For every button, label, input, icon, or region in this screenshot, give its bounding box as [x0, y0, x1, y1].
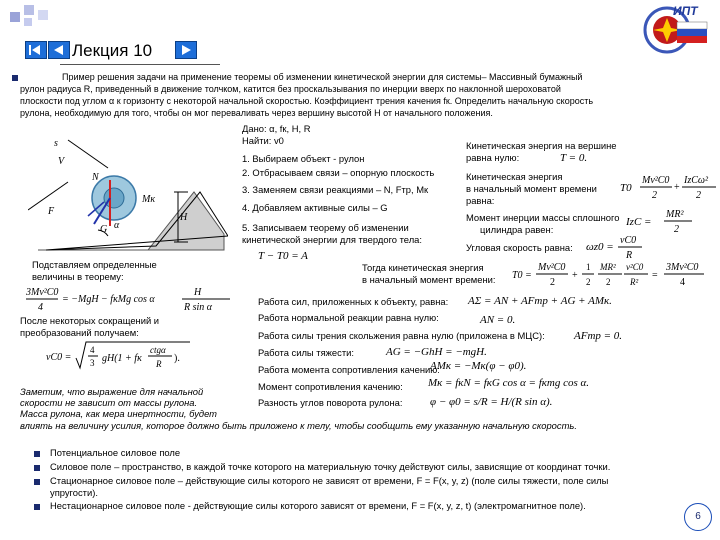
page-number-badge: 6 — [684, 503, 712, 531]
svg-text:).: ). — [174, 353, 180, 364]
ke-top-label-a: Кинетическая энергия на вершине — [466, 140, 617, 151]
svg-text:3Mv²C0: 3Mv²C0 — [26, 287, 59, 298]
ke-top-formula: T = 0. — [560, 152, 588, 164]
then-label-b: в начальный момент времени: — [362, 274, 496, 285]
def-bullet-1 — [34, 451, 40, 457]
svg-text:2: 2 — [550, 277, 555, 288]
substitute-label-a: Подставляем определенные — [32, 259, 157, 270]
step-1: 1. Выбираем объект - рулон — [242, 153, 365, 164]
step-5b: кинетической энергии для твердого тела: — [242, 234, 422, 245]
svg-text:Mv²C0: Mv²C0 — [642, 175, 670, 186]
svg-text:R: R — [156, 359, 162, 369]
ke-initial-formula — [512, 258, 716, 290]
given-data: Дано: α, fк, H, R — [242, 123, 311, 134]
ke-start-formula-lhs: T0 — [620, 182, 632, 194]
work-normal-label: Работа нормальной реакции равна нулю: — [258, 312, 439, 323]
note-line-3: Масса рулона, как мера инертности, будет — [20, 408, 217, 419]
previous-slide-button[interactable] — [48, 41, 70, 59]
work-sum-formula: AΣ = AN + AFтр + AG + AMк. — [468, 295, 612, 307]
header-squares — [0, 0, 120, 30]
svg-text:2: 2 — [674, 224, 679, 235]
svg-text:2: 2 — [586, 277, 591, 287]
svg-text:v²C0: v²C0 — [626, 262, 644, 272]
svg-text:H: H — [194, 287, 202, 298]
diagram-label-s: s — [54, 138, 58, 149]
svg-text:4: 4 — [680, 277, 685, 288]
def-line-4: упругости). — [50, 487, 98, 498]
intro-bullet — [12, 75, 18, 81]
logo-text: ИПТ — [673, 4, 698, 18]
theorem-formula: T − T0 = A — [258, 250, 308, 262]
def-line-3: Стационарное силовое поле – действующие силы которого не зависят от времени, F = F(x, y, z) (поле силы тяжести, поле силы — [50, 475, 609, 486]
svg-text:Mv²C0: Mv²C0 — [538, 262, 566, 273]
ke-start-label-a: Кинетическая энергия — [466, 171, 563, 182]
svg-text:MR²: MR² — [666, 209, 684, 220]
step-2: 2. Отбрасываем связи – опорную плоскость — [242, 167, 435, 178]
after-label-b: преобразований получаем: — [20, 327, 139, 338]
diagram-label-v: V — [58, 156, 65, 167]
moment-label: Момент сопротивления качению: — [258, 381, 403, 392]
work-friction-formula: AFтр = 0. — [574, 330, 623, 342]
diagram-label-alpha: α — [114, 220, 120, 231]
intro-line-3: плоскости под углом α к горизонту с некоторой начальной скоростью. Коэффициент трения качения fк. Определить начальную скорость — [20, 96, 594, 106]
diagram-label-g: G — [100, 224, 108, 235]
svg-text:R: R — [626, 250, 633, 261]
def-line-1: Потенциальное силовое поле — [50, 447, 181, 458]
angle-diff-formula: φ − φ0 = s/R = H/(R sin α). — [430, 396, 553, 408]
svg-text:gH(1 + fк: gH(1 + fк — [102, 353, 142, 364]
work-normal-formula: AN = 0. — [480, 314, 516, 326]
diagram-label-n: N — [92, 172, 99, 183]
note-line-4: влиять на величину усилия, которое должно быть приложено к телу, чтобы сообщить ему указанную начальную скорость. — [20, 420, 577, 431]
svg-text:3: 3 — [90, 358, 95, 368]
diagram-label-h: H — [180, 212, 188, 223]
work-friction-label: Работа силы трения скольжения равна нулю (приложена в МЦС): — [258, 330, 545, 341]
moment-formula: Mк = fкN = fкG cos α = fкmg cos α. — [428, 377, 590, 389]
work-moment-formula: AMк = −Mк(φ − φ0). — [430, 360, 527, 372]
svg-text:2: 2 — [696, 190, 701, 201]
ke-top-label-b: равна нулю: — [466, 152, 520, 163]
intro-line-2: рулон радиуса R, приведенный в движение толчком, катится без проскальзывания по инерции вверх по наклонной шероховатой — [20, 84, 561, 94]
first-slide-icon — [26, 42, 46, 58]
work-forces-label: Работа сил, приложенных к объекту, равна: — [258, 296, 449, 307]
def-line-2: Силовое поле – пространство, в каждой точке которого на материальную точку действуют силы, зависящие от координат точки. — [50, 461, 611, 472]
omega-formula-lhs: ωz0 = — [586, 241, 614, 253]
institute-logo — [643, 4, 709, 58]
svg-text:IzCω²: IzCω² — [684, 175, 708, 186]
svg-text:T0 =: T0 = — [512, 270, 532, 281]
svg-text:vC0: vC0 — [620, 235, 637, 246]
intro-line-4: рулона, необходимую для того, чтобы он мог переваливать через вершину высотой H от начального положения. — [20, 108, 493, 118]
velocity-formula — [46, 340, 196, 374]
intro-line-1: Пример решения задачи на применение теоремы об изменении кинетической энергии для системы– Массивный бумажный — [62, 72, 583, 82]
header-rule — [60, 64, 220, 65]
def-bullet-2 — [34, 465, 40, 471]
step-5a: 5. Записываем теорему об изменении — [242, 222, 409, 233]
svg-text:vC0 =: vC0 = — [46, 352, 72, 363]
note-line-2: скорости не зависит от массы рулона. — [20, 397, 198, 408]
ke-start-label-b: в начальный момент времени — [466, 183, 597, 194]
page-title: Лекция 10 — [72, 41, 153, 60]
find-data: Найти: v0 — [242, 135, 284, 146]
step-3: 3. Заменяем связи реакциями – N, Fтр, Mк — [242, 184, 429, 195]
svg-text:ctgα: ctgα — [150, 345, 166, 355]
diagram-label-mk: Mк — [142, 194, 156, 205]
substitute-label-b: величины в теорему: — [32, 271, 124, 282]
rolling-roll-diagram — [28, 128, 228, 262]
work-gravity-label: Работа силы тяжести: — [258, 347, 354, 358]
step-4: 4. Добавляем активные силы – G — [242, 202, 388, 213]
then-label-a: Тогда кинетическая энергия — [362, 262, 484, 273]
svg-text:+: + — [572, 270, 578, 281]
angle-diff-label: Разность углов поворота рулона: — [258, 397, 403, 408]
svg-text:R sin α: R sin α — [184, 302, 213, 313]
svg-text:=: = — [652, 270, 658, 281]
work-moment-label: Работа момента сопротивления качению: — [258, 364, 440, 375]
svg-text:2: 2 — [606, 277, 611, 287]
previous-slide-icon — [49, 42, 69, 58]
svg-text:2: 2 — [652, 190, 657, 201]
ke-start-formula — [636, 172, 718, 202]
svg-text:1: 1 — [586, 262, 591, 272]
svg-text:4: 4 — [38, 302, 43, 313]
after-label-a: После некоторых сокращений и — [20, 315, 160, 326]
work-gravity-formula: AG = −GhH = −mgH. — [386, 346, 487, 358]
inertia-label-a: Момент инерции массы сплошного — [466, 212, 620, 223]
def-bullet-3 — [34, 479, 40, 485]
ke-start-label-c: равна: — [466, 195, 495, 206]
next-slide-button[interactable] — [175, 41, 197, 59]
inertia-label-b: цилиндра равен: — [480, 224, 554, 235]
svg-text:R²: R² — [630, 277, 639, 287]
def-line-5: Нестационарное силовое поле - действующие силы которого зависят от времени, F = F(x, y, z, t) (электромагнитное поле). — [50, 500, 586, 511]
svg-text:4: 4 — [90, 345, 95, 355]
svg-text:+: + — [674, 182, 680, 193]
next-slide-icon — [176, 42, 196, 58]
inertia-formula-lhs: IzC = — [626, 216, 652, 228]
substituted-formula — [24, 282, 254, 314]
diagram-label-f: F — [48, 206, 55, 217]
svg-text:= −MgH − fкMg cos α: = −MgH − fкMg cos α — [62, 294, 155, 305]
def-bullet-4 — [34, 504, 40, 510]
svg-text:3Mv²C0: 3Mv²C0 — [666, 262, 699, 273]
inertia-formula — [662, 206, 698, 236]
svg-text:MR²: MR² — [600, 262, 616, 272]
first-slide-button[interactable] — [25, 41, 47, 59]
omega-label: Угловая скорость равна: — [466, 242, 573, 253]
note-line-1: Заметим, что выражение для начальной — [20, 386, 204, 397]
